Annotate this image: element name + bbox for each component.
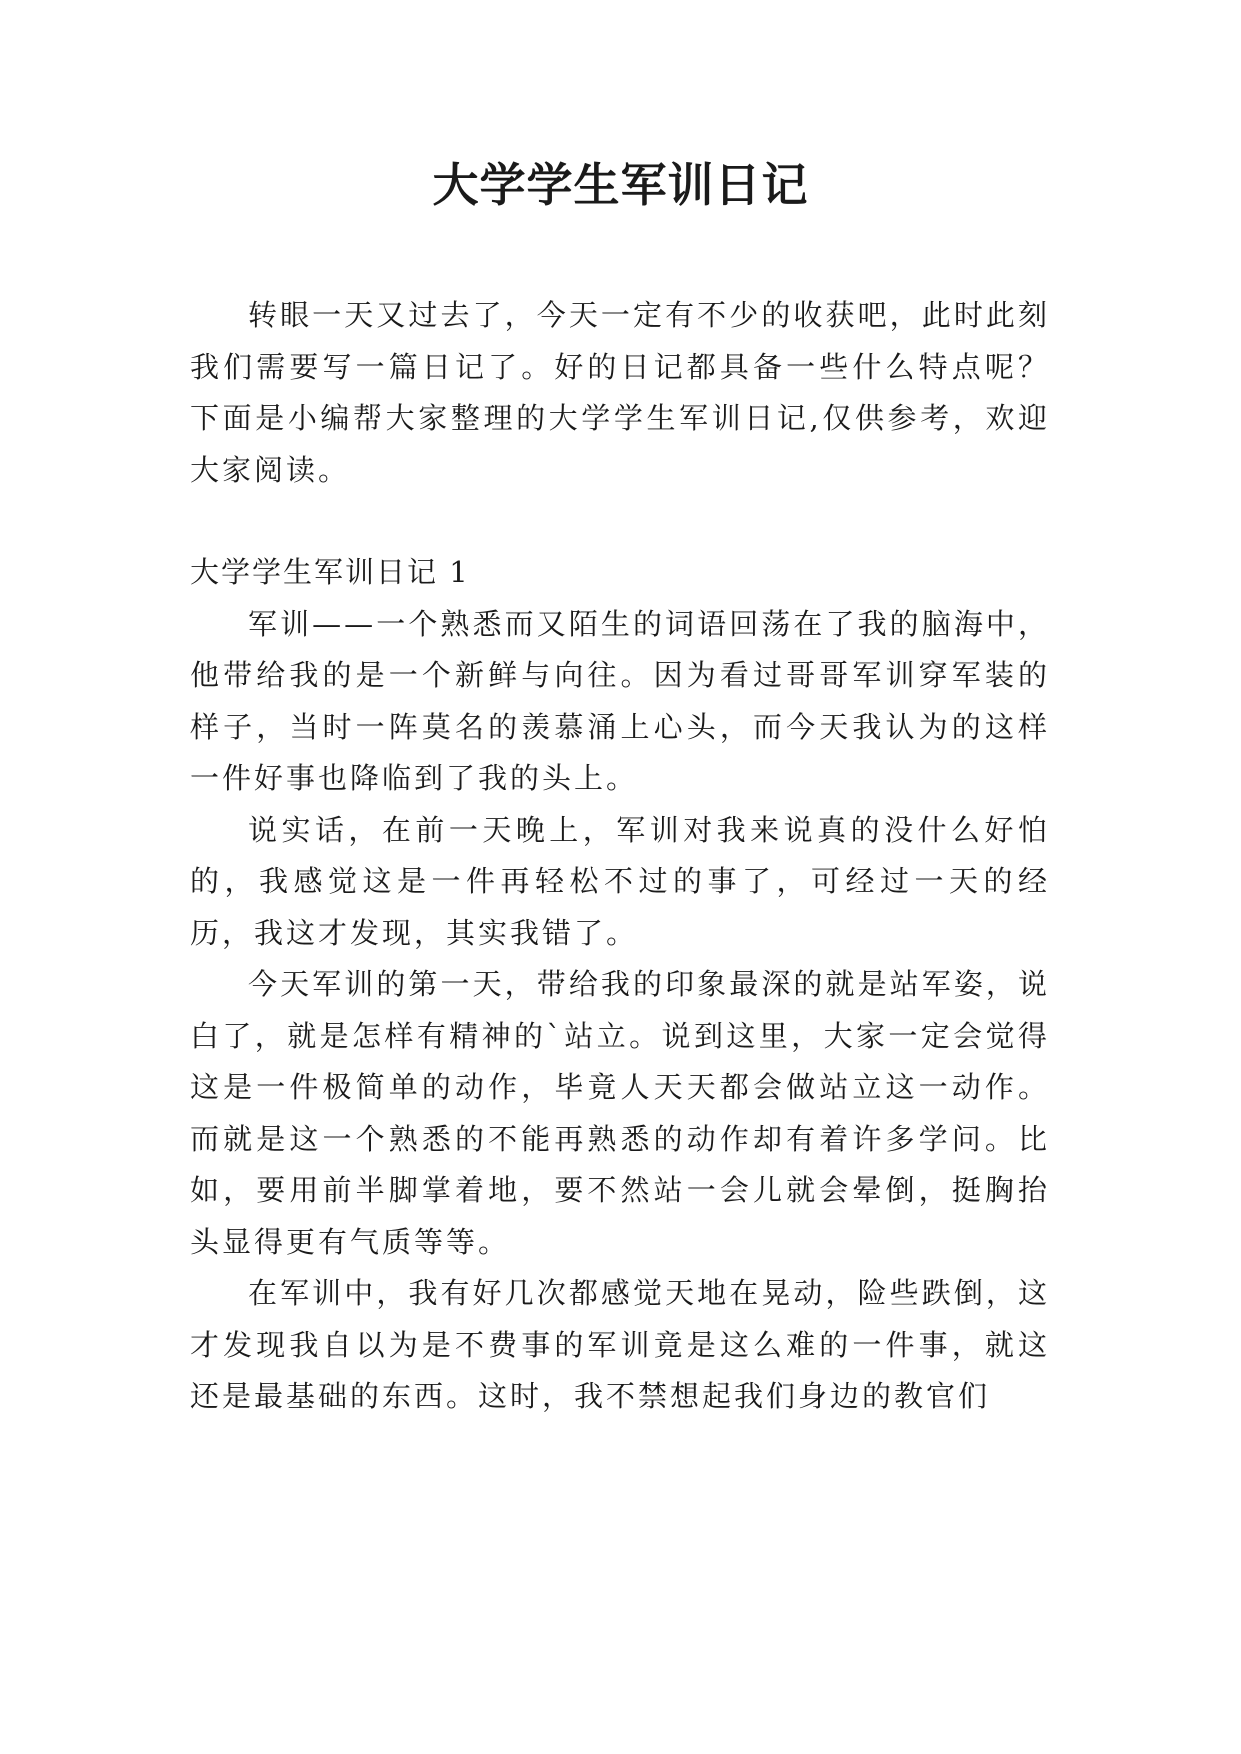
intro-paragraph: 转眼一天又过去了，今天一定有不少的收获吧，此时此刻我们需要写一篇日记了。好的日记都具备一些什么特点呢？下面是小编帮大家整理的大学学生军训日记,仅供参考，欢迎大家阅读。 — [190, 298, 1050, 487]
body-paragraph: 今天军训的第一天，带给我的印象最深的就是站军姿，说白了，就是怎样有精神的`站立。说到这里，大家一定会觉得这是一件极简单的动作，毕竟人天天都会做站立这一动作。而就是这一个熟悉的不能再熟悉的动作却有着许多学问。比如，要用前半脚掌着地，要不然站一会儿就会晕倒，挺胸抬头显得更有气质等等。 — [190, 967, 1050, 1259]
body-paragraph: 在军训中，我有好几次都感觉天地在晃动，险些跌倒，这才发现我自以为是不费事的军训竟是这么难的一件事，就这还是最基础的东西。这时，我不禁想起我们身边的教官们 — [190, 1276, 1050, 1413]
document-body — [190, 290, 1050, 1423]
section-heading: 大学学生军训日记 1 — [190, 555, 470, 589]
body-paragraph: 说实话，在前一天晚上，军训对我来说真的没什么好怕的，我感觉这是一件再轻松不过的事了，可经过一天的经历，我这才发现，其实我错了。 — [190, 812, 1050, 950]
body-paragraph: 军训——一个熟悉而又陌生的词语回荡在了我的脑海中，他带给我的是一个新鲜与向往。因为看过哥哥军训穿军装的样子，当时一阵莫名的羡慕涌上心头，而今天我认为的这样一件好事也降临到了我的头上。 — [190, 606, 1050, 795]
document-title: 大学学生军训日记 — [432, 158, 809, 212]
